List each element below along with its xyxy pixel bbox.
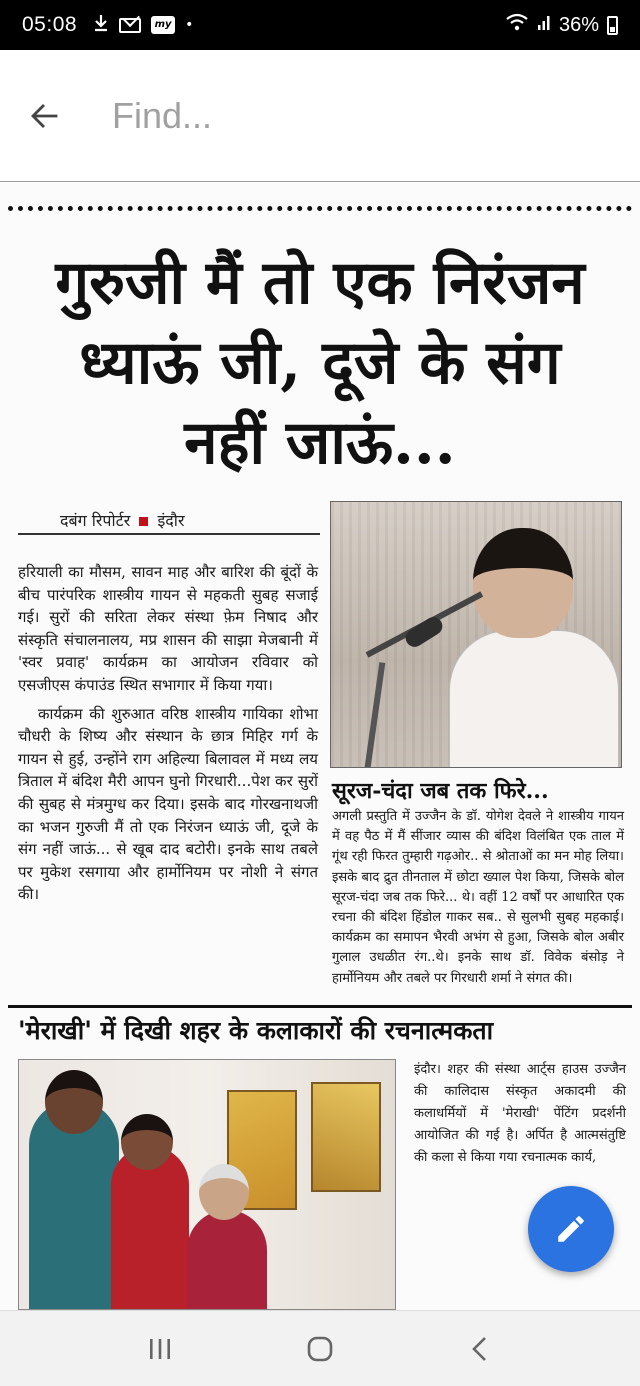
wifi-icon: [505, 13, 529, 37]
byline: [60, 509, 185, 531]
battery-icon: [607, 16, 618, 35]
byline-square-icon: [139, 517, 148, 526]
dot-icon: •: [185, 17, 194, 33]
my-app-icon: my: [151, 16, 175, 34]
recent-apps-button[interactable]: [130, 1319, 190, 1379]
article-column-left: [18, 561, 318, 906]
exhibition-photo: [18, 1059, 396, 1310]
section-rule: [8, 1005, 632, 1008]
article-headline: गुरुजी मैं तो एक निरंजन ध्याऊं जी, दूजे के संग नहीं जाऊं...: [55, 248, 585, 478]
battery-percent: 36%: [558, 13, 599, 36]
arrow-left-icon: [29, 101, 59, 131]
newspaper-page[interactable]: [0, 183, 640, 1310]
byline-rule: [18, 533, 320, 535]
article-column-right: अगली प्रस्तुति में उज्जैन के डॉ. योगेश देवले ने शास्त्रीय गायन में वह पैठ में मैं सींजार व्यास की बंदिश विलंबित एक ताल में गूंथ रही फिरत तुम्हारी गढ़ओर.. से श्रोताओं का मन मोह लिया। इसके बाद द्रुत तीनताल में छोटा ख्याल पेश किया, जिसके बोल सूरज-चंदा जब तक फिरे... थे। वहीं 12 वर्षों पर आधारित एक रचना की बंदिश हिंडोल गाकर सब.. से सुलभी सुबह महकाई। कार्यक्रम का समापन भैरवी अभंग से हुआ, जिसके बोल अबीर गुलाल उधळीत रंग..थे। इनके साथ डॉ. विवेक बंसोड़ ने हार्मोनियम और तबले पर गिरधारी शर्मा ने संगत की।: [332, 809, 624, 986]
top-dotted-rule: [8, 206, 632, 211]
recent-apps-icon: [146, 1336, 174, 1362]
find-input[interactable]: [112, 95, 572, 137]
mail-icon: [119, 18, 141, 33]
singer-photo: [330, 501, 622, 768]
signal-icon: [537, 13, 551, 37]
article-paragraph: हरियाली का मौसम, सावन माह और बारिश की बूंदों के बीच पारंपरिक शास्त्रीय गायन से महकती सुबह सजाई गई। सुरों की सरिता लेकर संस्था फ़ेम निषाद और संस्कृति संचालनालय, मप्र शासन की साझा मेजबानी में 'स्वर प्रवाह' कार्यक्रम का आयोजन रविवार को एसजीएस कंपाउंड स्थित सभागार में किया गया।: [18, 563, 318, 694]
back-nav-button[interactable]: [450, 1319, 510, 1379]
second-article-headline: 'मेराखी' में दिखी शहर के कलाकारों की रचनात्मकता: [18, 1016, 494, 1045]
home-button[interactable]: [290, 1319, 350, 1379]
byline-reporter: दबंग रिपोर्टर: [60, 511, 131, 530]
download-icon: [93, 14, 109, 37]
status-bar: [0, 0, 640, 50]
status-time: 05:08: [22, 13, 78, 36]
notification-icons: [93, 14, 193, 37]
byline-city: इंदौर: [157, 511, 185, 530]
system-indicators: [505, 13, 618, 37]
back-nav-icon: [467, 1334, 493, 1364]
navigation-bar: [0, 1310, 640, 1386]
find-bar: [0, 50, 640, 182]
back-button[interactable]: [14, 86, 74, 146]
home-icon: [305, 1334, 335, 1364]
article-paragraph: कार्यक्रम की शुरुआत वरिष्ठ शास्त्रीय गायिका शोभा चौधरी के शिष्य और संस्थान के छात्र मिहिर गर्ग के गायन से हुई, उन्होंने राग अहिल्या बिलावल में मध्य लय त्रिताल में बंदिश मैरी आपन घुनो गिरधारी...पेश कर सुरों की सुबह से मंत्रमुग्ध कर दिया। इसके बाद गोरखनाथजी का भजन गुरुजी मैं तो एक निरंजन ध्याऊं जी, दूजे के संग नहीं जाऊं... से खूब दाद बटोरी। इनके साथ तबले पर मुकेश रसगाया और हार्मोनियम पर नोशी ने संगत की।: [18, 704, 318, 904]
edit-fab-button[interactable]: [528, 1186, 614, 1272]
second-article-body: इंदौर। शहर की संस्था आर्ट्स हाउस उज्जैन की कालिदास संस्कृत अकादमी की कलाधर्मियों में 'मेराखी' पेंटिंग प्रदर्शनी आयोजित की गई है। अर्पित है आत्मसंतुष्टि की कला से किया गया रचनात्मक कार्य,: [414, 1062, 626, 1165]
pencil-icon: [554, 1212, 588, 1246]
article-subheading: सूरज-चंदा जब तक फिरे...: [332, 778, 549, 804]
